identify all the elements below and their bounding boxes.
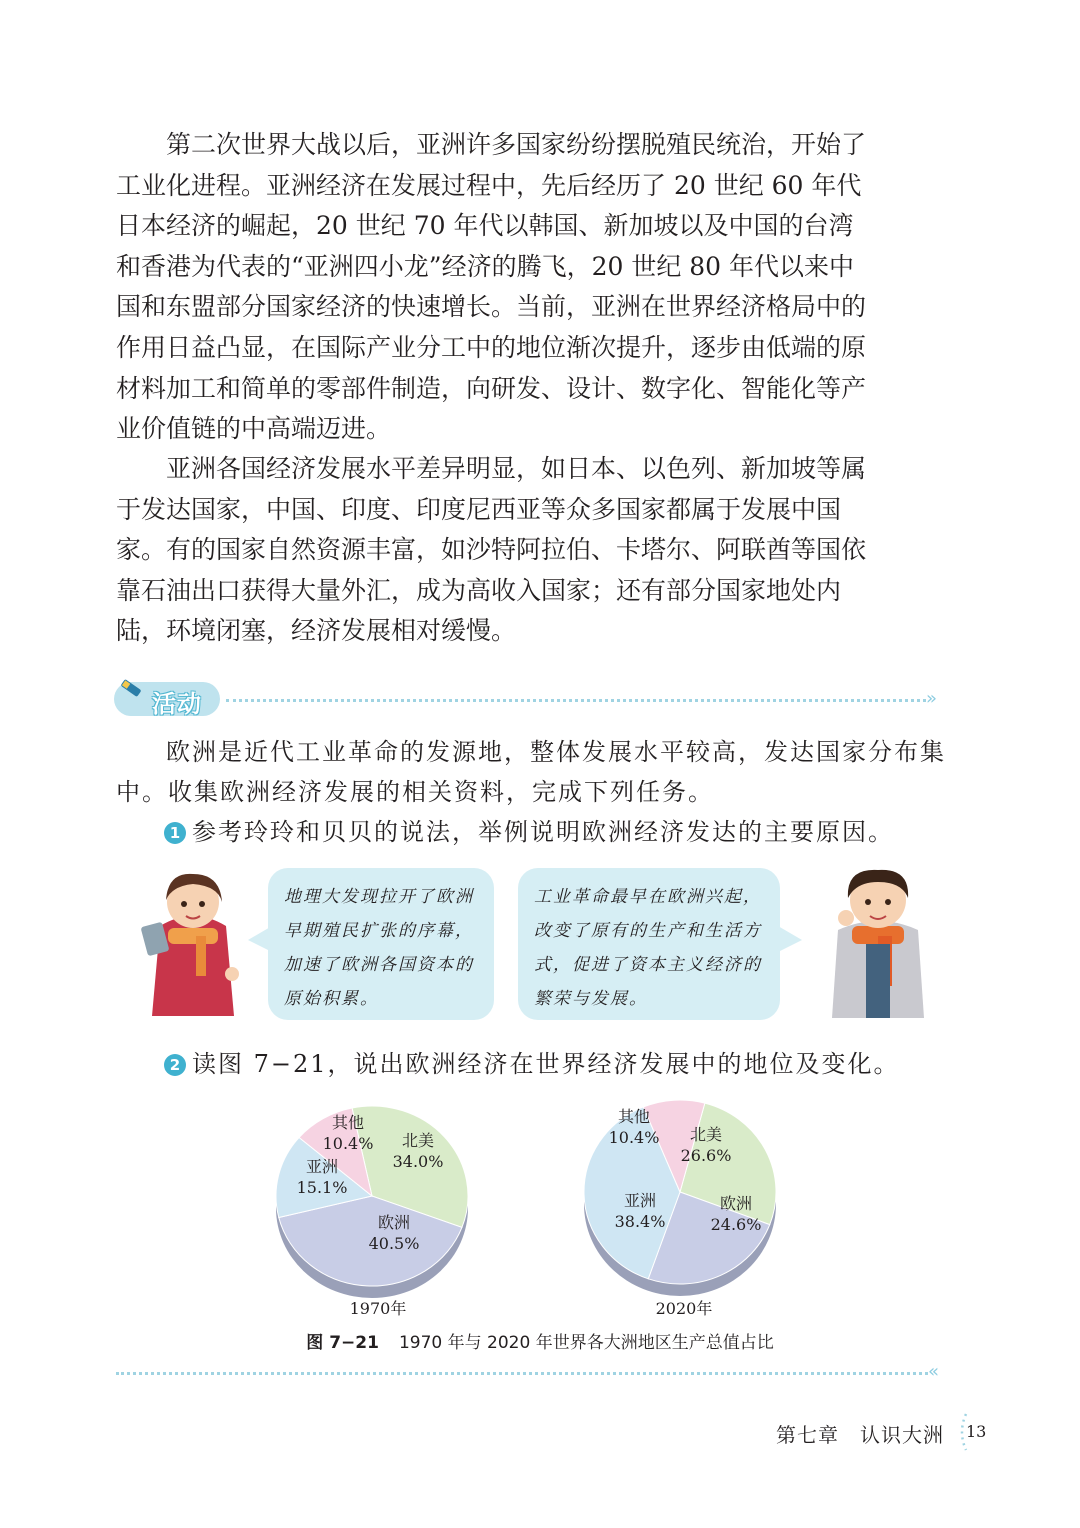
pie-slice-label: 其他	[331, 1113, 365, 1132]
pie-slice-label: 欧洲	[719, 1194, 753, 1213]
pie-slice-label: 亚洲	[305, 1157, 339, 1176]
page-number: 13	[966, 1422, 987, 1441]
double-chevron-right-icon: »	[926, 688, 938, 709]
pie-slice-label: 北美	[401, 1131, 435, 1150]
task-number-badge: 1	[164, 822, 186, 844]
pie-slice-value: 10.4%	[608, 1128, 660, 1147]
task-number-badge: 2	[164, 1054, 186, 1076]
task-1-text: 参考玲玲和贝贝的说法，举例说明欧洲经济发达的主要原因。	[192, 818, 894, 846]
pie-slice-label: 亚洲	[623, 1191, 657, 1210]
double-chevron-left-icon: «	[928, 1361, 940, 1382]
pie-slice-value: 34.0%	[392, 1152, 444, 1171]
activity-badge-label: 活动	[152, 690, 202, 718]
paragraph-text: 亚洲各国经济发展水平差异明显，如日本、以色列、新加坡等属于发达国家，中国、印度、印度尼西亚等众多国家都属于发展中国家。有的国家自然资源丰富，如沙特阿拉伯、卡塔尔、阿联酋等国依靠石油出口获得大量外汇，成为高收入国家；还有部分国家地处内陆，环境闭塞，经济发展相对缓慢。	[116, 454, 867, 646]
pie-slice-label: 欧洲	[377, 1213, 411, 1232]
pie-slice-value: 26.6%	[680, 1146, 732, 1165]
pie-chart-2	[584, 1100, 776, 1318]
task-2-text: 读图 7−21，说出欧洲经济在世界经济发展中的地位及变化。	[192, 1050, 900, 1078]
pie-chart-year-label: 2020年	[655, 1299, 713, 1318]
figure-number: 图 7−21	[306, 1333, 379, 1353]
speech-bubble-right-text: 工业革命最早在欧洲兴起，改变了原有的生产和生活方式，促进了资本主义经济的繁荣与发展。	[534, 887, 762, 1009]
paragraph-text: 第二次世界大战以后，亚洲许多国家纷纷摆脱殖民统治，开始了工业化进程。亚洲经济在发展过程中，先后经历了 20 世纪 60 年代日本经济的崛起，20 世纪 70 年代以韩国、新加坡以及中国的台湾和香港为代表的“亚洲四小龙”经济的腾飞，20 世纪 80 年代以来中国和东盟部分国家经济的快速增长。当前，亚洲在世界经济格局中的作用日益凸显，在国际产业分工中的地位渐次提升，逐步由低端的原材料加工和简单的零部件制造，向研发、设计、数字化、智能化等产业价值链的中高端迈进。	[116, 130, 867, 444]
figure-caption-text: 1970 年与 2020 年世界各大洲地区生产总值占比	[398, 1333, 774, 1353]
pie-chart-1	[276, 1106, 468, 1318]
pie-slice-value: 38.4%	[614, 1212, 666, 1231]
pie-slice-label: 北美	[689, 1125, 723, 1144]
speech-bubble-left-text: 地理大发现拉开了欧洲早期殖民扩张的序幕，加速了欧洲各国资本的原始积累。	[284, 887, 474, 1009]
pie-slice-value: 40.5%	[368, 1234, 420, 1253]
pie-chart-year-label: 1970年	[349, 1299, 407, 1318]
pie-slice-value: 10.4%	[322, 1134, 374, 1153]
pie-slice-value: 24.6%	[710, 1215, 762, 1234]
figure-caption	[0, 1328, 1080, 1353]
activity-bottom-divider	[116, 1372, 928, 1375]
pie-slice-label: 其他	[617, 1107, 651, 1126]
chapter-title: 第七章 认识大洲	[776, 1423, 944, 1447]
page-number-marker	[958, 1412, 994, 1452]
pie-slice-value: 15.1%	[296, 1178, 348, 1197]
activity-intro-text: 欧洲是近代工业革命的发源地，整体发展水平较高，发达国家分布集中。收集欧洲经济发展的相关资料，完成下列任务。	[116, 738, 946, 806]
